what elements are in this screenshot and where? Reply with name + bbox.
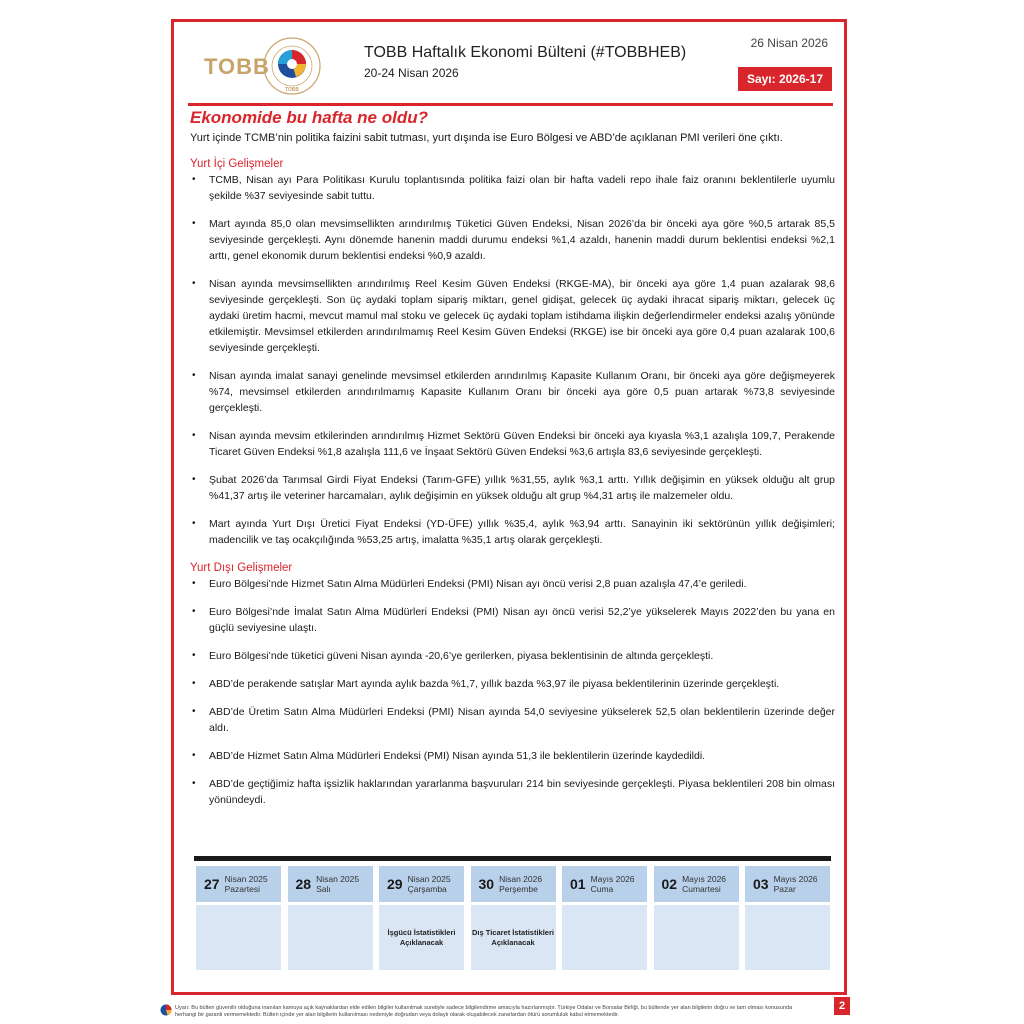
list-item: • ABD’de Hizmet Satın Alma Müdürleri Endeksi (PMI) Nisan ayında 51,3 ile beklentilerin üzerinde kaydedildi. (192, 750, 706, 762)
list-item: • Nisan ayında imalat sanayi genelinde mevsimsel etkilerden arındırılmış Kapasite Kullanım Oranı, bir önceki aya göre değişmeyerek %74, mevsimsel etkilerden arındırılmamış Kapasite Kullanım Oranı bir önceki aya göre 0,5 puan artarak %73,8 seviyesinde gerçekleşti. (192, 370, 835, 414)
domestic-list (190, 172, 835, 548)
bulletin-period: 20-24 Nisan 2026 (364, 66, 459, 80)
tobb-logo-text: TOBB (204, 54, 270, 79)
tobb-seal-icon (262, 36, 322, 96)
day-month: Nisan 2026 (499, 874, 543, 884)
bullet-icon: • (192, 750, 196, 761)
list-item: • Nisan ayında mevsim etkilerinden arındırılmış Hizmet Sektörü Güven Endeksi bir önceki aya kıyasla %3,1 azalışla 109,7, Perakende Ticaret Güven Endeksi %1,8 azalışla 111,6 ve İnşaat Sektörü Güven Endeksi %3,6 artışla 83,6 seviyesinde gerçekleşti. (192, 430, 835, 458)
bullet-icon: • (192, 474, 196, 485)
bulletin-header (198, 32, 838, 104)
publish-date: 26 Nisan 2026 (750, 36, 828, 50)
day-number: 27 (204, 876, 220, 892)
page-number: 2 (834, 997, 850, 1015)
tobb-mini-logo-icon (160, 1004, 172, 1016)
list-item: • Euro Bölgesi’nde İmalat Satın Alma Müdürleri Endeksi (PMI) Nisan ayı öncü verisi 52,2’ye yükselerek Mayıs 2022’den bu yana en güçlü seviyesine ulaştı. (192, 606, 835, 634)
domestic-section-title: Yurt İçi Gelişmeler (190, 158, 284, 170)
day-event: İşgücü İstatistikleri Açıklanacak (379, 905, 464, 970)
bullet-icon: • (192, 678, 196, 689)
list-item: • Euro Bölgesi’nde Hizmet Satın Alma Müdürleri Endeksi (PMI) Nisan ayı öncü verisi 2,8 puan azalışla 47,4’e geriledi. (192, 578, 747, 590)
day-weekday: Salı (316, 884, 331, 894)
bullet-icon: • (192, 706, 196, 717)
calendar-day (745, 866, 830, 970)
day-month: Nisan 2025 (316, 874, 360, 884)
day-event (745, 905, 830, 970)
day-event: Dış Ticaret İstatistikleri Açıklanacak (471, 905, 556, 970)
foreign-section-title: Yurt Dışı Gelişmeler (190, 562, 293, 574)
list-item: • ABD’de Üretim Satın Alma Müdürleri Endeksi (PMI) Nisan ayında 54,0 seviyesine yükselerek 52,5 olan beklentilerin üzerinde değer aldı. (192, 706, 835, 734)
day-number: 30 (478, 876, 495, 892)
day-weekday: Çarşamba (407, 884, 447, 894)
bullet-icon: • (192, 430, 196, 441)
bullet-icon: • (192, 218, 196, 229)
calendar-day (379, 866, 464, 970)
day-number: 02 (661, 876, 678, 892)
bullet-icon: • (192, 278, 196, 289)
calendar-day (196, 866, 281, 970)
bullet-icon: • (192, 606, 196, 617)
list-item: • Mart ayında 85,0 olan mevsimsellikten arındırılmış Tüketici Güven Endeksi, Nisan 2026’da bir önceki aya göre %0,5 artarak 85,5 seviyesinde gerçekleşti. Aynı dönemde hanenin maddi durumu endeksi %1,4 azaldı, hanenin maddi durum beklentisi endeksi %2,1 arttı, genel ekonomik durum beklentisi endeksi %0,9 azaldı. (192, 218, 835, 262)
list-item: • ABD’de perakende satışlar Mart ayında aylık bazda %1,7, yıllık bazda %3,97 ile piyasa beklentilerinin üzerinde gerçekleşti. (192, 678, 780, 690)
seal-text: TOBB (284, 87, 300, 93)
day-weekday: Perşembe (499, 884, 538, 894)
day-month: Mayıs 2026 (773, 874, 818, 884)
calendar-day (471, 866, 556, 970)
bullet-icon: • (192, 370, 196, 381)
page-heading: Ekonomide bu hafta ne oldu? (190, 108, 428, 127)
day-event (288, 905, 373, 970)
weekly-calendar (196, 866, 830, 970)
day-number: 28 (295, 876, 312, 892)
header-divider (188, 103, 833, 106)
day-month: Nisan 2025 (224, 874, 268, 884)
day-month: Mayıs 2026 (590, 874, 635, 884)
bullet-icon: • (192, 518, 196, 529)
main-content (190, 108, 835, 820)
issue-badge: Sayı: 2026-17 (738, 67, 832, 91)
foreign-list (190, 576, 835, 808)
list-item: • ABD’de geçtiğimiz hafta işsizlik haklarından yararlanma başvuruları 214 bin seviyesinde gerçekleşti. Piyasa beklentileri 208 bin olması yönündeydi. (192, 778, 835, 806)
list-item: • Şubat 2026’da Tarımsal Girdi Fiyat Endeksi (Tarım-GFE) yıllık %31,55, aylık %3,1 arttı. Yıllık değişimin en yüksek olduğu alt grup %41,37 artış ile veteriner harcamaları, aylık değişimin en yüksek olduğu alt grup %4,31 artış ile malzemeler oldu. (192, 474, 835, 502)
day-event (196, 905, 281, 970)
calendar-day (288, 866, 373, 970)
bulletin-title: TOBB Haftalık Ekonomi Bülteni (#TOBBHEB) (364, 44, 687, 61)
list-item: • TCMB, Nisan ayı Para Politikası Kurulu toplantısında politika faizi olan bir hafta vadeli repo ihale faiz oranını beklentilerle uyumlu şekilde %37 seviyesinde sabit tuttu. (192, 174, 835, 202)
bullet-icon: • (192, 778, 196, 789)
day-month: Nisan 2025 (407, 874, 451, 884)
day-event (654, 905, 739, 970)
intro-text: Yurt içinde TCMB’nin politika faizini sabit tutması, yurt dışında ise Euro Bölgesi ve ABD’de açıklanan PMI verileri öne çıktı. (190, 132, 783, 144)
day-weekday: Pazar (773, 884, 796, 894)
day-number: 03 (753, 876, 769, 892)
bullet-icon: • (192, 650, 196, 661)
day-month: Mayıs 2026 (682, 874, 727, 884)
list-item: • Euro Bölgesi’nde tüketici güveni Nisan ayında -20,6’ye gerilerken, piyasa beklentisinin de altında gerçekleşti. (192, 650, 714, 662)
list-item: • Mart ayında Yurt Dışı Üretici Fiyat Endeksi (YD-ÜFE) yıllık %35,4, aylık %3,94 arttı. Sanayinin iki sektörünün yıllık değişimleri; madencilik ve taş ocakçılığında %53,25 artış, imalatta %35,1 artış olarak gerçekleşti. (192, 518, 835, 546)
day-event (562, 905, 647, 970)
bullet-icon: • (192, 174, 196, 185)
day-weekday: Cuma (590, 884, 614, 894)
calendar-day (654, 866, 739, 970)
day-number: 01 (570, 876, 586, 892)
bullet-icon: • (192, 578, 196, 589)
calendar-divider (194, 856, 831, 861)
calendar-day (562, 866, 647, 970)
day-weekday: Cumartesi (682, 884, 721, 894)
list-item: • Nisan ayında mevsimsellikten arındırılmış Reel Kesim Güven Endeksi (RKGE-MA), bir önceki aya göre 1,4 puan azalarak 98,6 seviyesinde gerçekleşti. Son üç aydaki toplam sipariş miktarı, genel gidişat, gelecek üç aydaki ihracat sipariş miktarı, gelecek üç aydaki üretim hacmi, mevcut mamul mal stoku ve gelecek üç aydaki toplam istihdama ilişkin değerlendirmeler endeksi azalış yönünde etkilemiştir. Mevsimsel etkilerden arındırılmamış Reel Kesim Güven Endeksi (RKGE) ise bir önceki aya göre 0,4 puan azalarak 100,6 seviyesinde gerçekleşti. (192, 278, 835, 354)
disclaimer-text: Uyarı: Bu bülten güvenilir olduğuna inanılan kamuya açık kaynaklardan elde edilen bilgiler kullanılmak suretiyle sadece bilgilendirme amacıyla hazırlanmıştır. Türkiye Odalar ve Borsalar Birliği, bu bültende yer alan bilgilerin doğru ve tam olması konusunda herhangi bir garanti vermemektedir. Bülten içinde yer alan bilgilerin kullanılması nedeniyle doğrudan veya dolaylı olarak oluşabilecek zararlardan ötürü sorumluluk kabul etmemektedir. (175, 1005, 793, 1018)
day-weekday: Pazartesi (224, 884, 261, 894)
day-number: 29 (387, 876, 403, 892)
